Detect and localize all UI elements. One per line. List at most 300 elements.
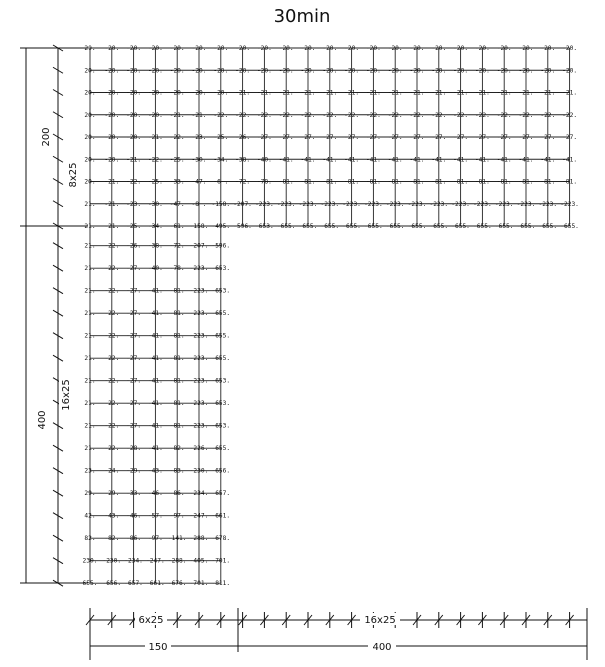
temperature-value: 20.: [84, 89, 96, 97]
temperature-value: -223.: [255, 200, 274, 208]
temperature-value: 21.: [84, 332, 96, 340]
temperature-value: -656.: [102, 580, 122, 588]
temperature-value: -20.: [322, 67, 338, 75]
temperature-value: -25.: [213, 134, 229, 141]
temperature-value: 21.: [84, 310, 96, 318]
temperature-value: -81.: [453, 178, 469, 186]
temperature-value: -247.: [189, 512, 209, 520]
temperature-value: 21.: [84, 287, 96, 295]
temperature-value: -655.: [407, 223, 427, 230]
temperature-value: -21.: [344, 89, 360, 97]
temperature-value: 21.: [84, 223, 96, 230]
temperature-value: 20.: [84, 156, 96, 164]
temperature-value: -27.: [474, 134, 490, 141]
temperature-value: -223.: [189, 265, 209, 273]
temperature-value: -158.: [189, 223, 209, 230]
temperature-value: -223.: [189, 332, 209, 340]
temperature-value: -33.: [126, 490, 142, 498]
temperature-value: -678.: [211, 535, 231, 543]
temperature-value: 20.: [84, 45, 96, 52]
temperature-value: -29.: [104, 490, 120, 498]
temperature-value: -27.: [431, 134, 447, 141]
temperature-value: -20.: [126, 111, 142, 119]
temperature-value: -20.: [126, 134, 142, 141]
temperature-value: -81.: [496, 178, 512, 186]
temperature-value: -27.: [126, 310, 142, 318]
temperature-value: -223.: [189, 377, 209, 385]
temperature-value: -223.: [320, 200, 340, 208]
temperature-value: -655.: [211, 310, 231, 318]
temperature-value: -288.: [167, 557, 187, 565]
temperature-value: 20.: [84, 178, 96, 186]
temperature-value: -653.: [211, 287, 231, 295]
temperature-value: -41.: [562, 156, 578, 164]
temperature-value: -21.: [126, 156, 142, 164]
temperature-value: -653.: [211, 265, 231, 273]
temperature-value: -701.: [211, 557, 231, 565]
temperature-value: -30.: [191, 156, 207, 164]
temperature-value: -20.: [540, 45, 556, 52]
temperature-value: -27.: [540, 134, 556, 141]
temperature-value: -41.: [147, 422, 163, 430]
bottom-right-division-label: 16x25: [364, 615, 396, 626]
temperature-value: -41.: [322, 156, 338, 164]
temperature-value: -22.: [104, 355, 120, 363]
temperature-value: -655.: [451, 223, 470, 230]
temperature-value: -41.: [147, 310, 163, 318]
temperature-value: -81.: [169, 422, 185, 430]
temperature-value: -27.: [126, 355, 142, 363]
temperature-value: -22.: [104, 287, 120, 295]
temperature-value: -81.: [409, 178, 425, 186]
temperature-value: -41.: [409, 156, 425, 164]
temperature-value: -20.: [278, 45, 294, 52]
temperature-value: -223.: [189, 400, 209, 408]
temperature-value: -20.: [562, 67, 578, 75]
temperature-value: -97.: [169, 512, 185, 520]
temperature-value: -20.: [431, 67, 447, 75]
temperature-value: -676.: [167, 580, 187, 588]
temperature-value: -61.: [169, 223, 185, 230]
temperature-value: -20.: [474, 45, 490, 52]
temperature-value: -20.: [104, 111, 120, 119]
temperature-value: -20.: [409, 67, 425, 75]
temperature-value: -21.: [300, 89, 316, 97]
temperature-value: -22.: [213, 111, 229, 119]
temperature-value: -47.: [191, 178, 207, 186]
temperature-value: -38.: [235, 156, 251, 164]
temperature-value: -78.: [256, 178, 272, 186]
temperature-value: -25.: [147, 178, 163, 186]
temperature-value: -41.: [540, 156, 556, 164]
temperature-value: -655.: [298, 223, 318, 230]
temperature-value: -21.: [104, 223, 120, 230]
temperature-value: -223.: [342, 200, 361, 208]
temperature-value: -81.: [300, 178, 316, 186]
temperature-value: -20.: [453, 45, 469, 52]
temperature-value: -22.: [235, 111, 251, 119]
temperature-value: -661.: [146, 580, 165, 588]
temperature-value: -86.: [169, 490, 185, 498]
temperature-value: -24.: [104, 467, 120, 475]
temperature-value: -653.: [211, 377, 231, 385]
temperature-value: -21.: [169, 111, 185, 119]
temperature-value: -81.: [387, 178, 403, 186]
temperature-value: -655.: [211, 355, 231, 363]
temperature-value: -34.: [147, 223, 163, 230]
temperature-value: -33.: [169, 178, 185, 186]
temperature-value: -223.: [407, 200, 427, 208]
temperature-value: -20.: [344, 45, 360, 52]
temperature-value: -405.: [189, 557, 209, 565]
temperature-value: -22.: [104, 332, 120, 340]
temperature-value: -72.: [169, 242, 185, 250]
temperature-value: 20.: [84, 111, 96, 119]
temperature-value: -41.: [496, 156, 512, 164]
temperature-value: -661.: [211, 512, 231, 520]
temperature-value: -25.: [169, 156, 185, 164]
temperature-value: -223.: [298, 200, 318, 208]
temperature-value: -81.: [169, 355, 185, 363]
temperature-value: -72.: [235, 178, 251, 186]
temperature-value: -223.: [189, 287, 209, 295]
temperature-value: -21.: [235, 89, 251, 97]
temperature-value: -20.: [365, 67, 381, 75]
temperature-value: 20.: [84, 67, 96, 75]
temperature-value: -22.: [518, 111, 534, 119]
temperature-value: -20.: [235, 67, 251, 75]
temperature-value: -23.: [126, 200, 142, 208]
temperature-value: -656.: [211, 467, 231, 475]
temperature-value: -655.: [560, 223, 579, 230]
temperature-value: -20.: [169, 89, 185, 97]
temperature-value: 21.: [84, 422, 96, 430]
temperature-value: -20.: [365, 45, 381, 52]
temperature-value: -41.: [387, 156, 403, 164]
temperature-value: -20.: [104, 134, 120, 141]
temperature-value: -81.: [344, 178, 360, 186]
temperature-value: -811.: [211, 580, 231, 588]
temperature-value: -27.: [126, 287, 142, 295]
temperature-value: -20.: [169, 67, 185, 75]
temperature-value: -41.: [147, 445, 163, 453]
temperature-value: -81.: [169, 377, 185, 385]
temperature-value: -20.: [104, 67, 120, 75]
temperature-value: -223.: [429, 200, 449, 208]
temperature-value: -27.: [453, 134, 469, 141]
temperature-value: -22.: [322, 111, 338, 119]
temperature-value: -26.: [126, 242, 142, 250]
temperature-value: -655.: [385, 223, 405, 230]
temperature-value: -43.: [147, 467, 163, 475]
temperature-value: -20.: [518, 67, 534, 75]
temperature-value: -223.: [451, 200, 470, 208]
temperature-value: -21.: [365, 89, 381, 97]
temperature-value: -27.: [126, 332, 142, 340]
temperature-value: -20.: [562, 45, 578, 52]
temperature-value: -81.: [431, 178, 447, 186]
temperature-value: -20.: [256, 45, 272, 52]
temperature-value: -20.: [235, 45, 251, 52]
temperature-value: -21.: [147, 134, 163, 141]
temperature-value: -223.: [385, 200, 405, 208]
temperature-value: -20.: [213, 45, 229, 52]
temperature-value: -81.: [365, 178, 381, 186]
temperature-value: 82.: [84, 535, 96, 543]
temperature-value: -234.: [189, 490, 209, 498]
temperature-value: -78.: [169, 265, 185, 273]
temperature-value: -41.: [474, 156, 490, 164]
temperature-value: -22.: [104, 422, 120, 430]
temperature-value: -655.: [320, 223, 340, 230]
temperature-value: -20.: [300, 45, 316, 52]
temperature-value: -230.: [189, 467, 209, 475]
temperature-value: -41.: [278, 156, 294, 164]
temperature-value: -223.: [364, 200, 383, 208]
temperature-value: -21.: [322, 89, 338, 97]
temperature-value: -27.: [256, 134, 272, 141]
temperature-value: -21.: [474, 89, 490, 97]
temperature-value: -22.: [104, 242, 120, 250]
temperature-value: -20.: [300, 67, 316, 75]
temperature-value: -81.: [169, 287, 185, 295]
temperature-value: -655.: [276, 223, 296, 230]
temperature-value: -20.: [126, 89, 142, 97]
temperature-value: -6 .: [213, 178, 229, 186]
temperature-value: -43.: [104, 512, 120, 520]
temperature-value: -207.: [189, 242, 209, 250]
temperature-value: -82.: [104, 535, 120, 543]
temperature-value: -22.: [256, 111, 272, 119]
temperature-value: -655.: [429, 223, 449, 230]
temperature-value: -82.: [169, 445, 185, 453]
temperature-value: -657.: [124, 580, 143, 588]
temperature-value: -20.: [191, 45, 207, 52]
bottom-left-division-label: 6x25: [138, 615, 164, 626]
temperature-value: -81.: [169, 332, 185, 340]
temperature-value: -29.: [126, 467, 142, 475]
bottom-dimension: [90, 608, 587, 660]
temperature-value: -22.: [474, 111, 490, 119]
temperature-value: -223.: [494, 200, 514, 208]
temperature-value: -20.: [256, 67, 272, 75]
temperature-value: -21.: [104, 200, 120, 208]
temperature-value: -20.: [496, 45, 512, 52]
temperature-value: -81.: [322, 178, 338, 186]
temperature-value: -20.: [540, 67, 556, 75]
temperature-value: -20.: [104, 89, 120, 97]
temperature-value: 21.: [84, 400, 96, 408]
temperature-value: -27.: [409, 134, 425, 141]
temperature-value: -28.: [126, 445, 142, 453]
temperature-value: -20.: [126, 67, 142, 75]
temperature-value: -46.: [126, 512, 142, 520]
temperature-value: -81.: [278, 178, 294, 186]
left-bottom-division-label: 16x25: [61, 379, 72, 411]
temperature-value: -27.: [126, 265, 142, 273]
temperature-value: -653.: [211, 422, 231, 430]
temperature-value: -41.: [365, 156, 381, 164]
temperature-value: -22.: [431, 111, 447, 119]
temperature-value: -97.: [147, 535, 163, 543]
temperature-value: -596.: [233, 223, 252, 230]
temperature-value: -27.: [126, 377, 142, 385]
temperature-value: -27.: [278, 134, 294, 141]
temperature-value: -27.: [126, 400, 142, 408]
temperature-value: -22.: [365, 111, 381, 119]
temperature-value: -226.: [189, 445, 209, 453]
left-bottom-total-label: 400: [37, 410, 48, 430]
temperature-value: -21.: [562, 89, 578, 97]
temperature-value: -655.: [211, 332, 231, 340]
temperature-value: -27.: [300, 134, 316, 141]
temperature-value: -223.: [516, 200, 536, 208]
temperature-value: -657.: [211, 490, 231, 498]
temperature-value: -38.: [147, 242, 163, 250]
temperature-value: -234.: [124, 557, 143, 565]
temperature-value: -22.: [344, 111, 360, 119]
temperature-value: -207.: [233, 200, 252, 208]
temperature-value: -81.: [518, 178, 534, 186]
temperature-value: 20.: [84, 134, 96, 141]
temperature-value: -20.: [213, 89, 229, 97]
temperature-value: -34.: [213, 156, 229, 164]
temperature-value: -247.: [146, 557, 165, 565]
temperature-value: 29.: [84, 490, 96, 498]
temperature-value: -41.: [300, 156, 316, 164]
temperature-value: -20.: [147, 67, 163, 75]
temperature-value: -655.: [494, 223, 514, 230]
temperature-value: -47.: [169, 200, 185, 208]
temperature-value: -21.: [496, 89, 512, 97]
temperature-value: -20.: [344, 67, 360, 75]
temperature-value: -41.: [147, 377, 163, 385]
temperature-value: -288.: [189, 535, 209, 543]
temperature-value: -27.: [126, 422, 142, 430]
temperature-value: -22.: [104, 445, 120, 453]
temperature-value: 21.: [84, 242, 96, 250]
temperature-value: -223.: [560, 200, 579, 208]
temperature-value: 655.: [82, 580, 98, 588]
temperature-value: -21.: [453, 89, 469, 97]
temperature-value: -20.: [213, 67, 229, 75]
temperature-value: -22.: [540, 111, 556, 119]
temperature-value: 230.: [82, 557, 98, 565]
temperature-value: -21.: [278, 89, 294, 97]
temperature-value: -27.: [344, 134, 360, 141]
bottom-right-total-label: 400: [372, 642, 392, 653]
temperature-value: -22.: [147, 156, 163, 164]
temperature-value: -27.: [562, 134, 578, 141]
temperature-value: -20.: [518, 45, 534, 52]
temperature-value: -22.: [278, 111, 294, 119]
temperature-value: -41.: [453, 156, 469, 164]
temperature-value: -23.: [191, 134, 207, 141]
left-top-division-label: 8x25: [68, 162, 79, 188]
temperature-value: -141.: [167, 535, 187, 543]
temperature-value: 21.: [84, 355, 96, 363]
temperature-value: 21.: [84, 200, 96, 208]
temperature-value: -22.: [453, 111, 469, 119]
temperature-value: -655.: [538, 223, 558, 230]
temperature-value: 21.: [84, 265, 96, 273]
temperature-value: -653.: [255, 223, 274, 230]
temperature-value: -223.: [473, 200, 492, 208]
temperature-value: -8 .: [191, 200, 207, 208]
temperature-value: -596.: [211, 242, 231, 250]
temperature-value: -20.: [278, 67, 294, 75]
temperature-value: -41.: [344, 156, 360, 164]
temperature-value: -22.: [562, 111, 578, 119]
temperature-value: -655.: [342, 223, 361, 230]
temperature-value: -655.: [516, 223, 536, 230]
temperature-value: -20.: [191, 89, 207, 97]
temperature-value: -81.: [540, 178, 556, 186]
temperature-value: -20.: [496, 67, 512, 75]
temperature-value: -20.: [147, 89, 163, 97]
temperature-value: -22.: [387, 111, 403, 119]
temperature-value: -20.: [104, 45, 120, 52]
temperature-value: -20.: [147, 45, 163, 52]
temperature-value: -41.: [147, 355, 163, 363]
temperature-value: -20.: [322, 45, 338, 52]
temperature-value: -22.: [104, 377, 120, 385]
temperature-value: -21.: [431, 89, 447, 97]
temperature-value: -22.: [104, 265, 120, 273]
temperature-value: -655.: [211, 445, 231, 453]
temperature-value: -158.: [211, 200, 231, 208]
temperature-value: -27.: [518, 134, 534, 141]
temperature-value: -655.: [364, 223, 383, 230]
temperature-value: 21.: [84, 445, 96, 453]
temperature-value: -81.: [169, 400, 185, 408]
temperature-value: -223.: [276, 200, 296, 208]
temperature-value: -81.: [562, 178, 578, 186]
temperature-value: -20.: [409, 45, 425, 52]
temperature-value: -26.: [235, 134, 251, 141]
temperature-value: -41.: [147, 287, 163, 295]
temperature-value: -83.: [169, 467, 185, 475]
temperature-value: -20.: [169, 45, 185, 52]
temperature-value: -701.: [189, 580, 209, 588]
temperature-value: -41.: [147, 332, 163, 340]
temperature-value: -223.: [538, 200, 558, 208]
temperature-value: -22.: [104, 400, 120, 408]
temperature-value: -223.: [189, 355, 209, 363]
temperature-value: 23.: [84, 467, 96, 475]
temperature-value: -22.: [104, 310, 120, 318]
temperature-value: -20.: [147, 111, 163, 119]
temperature-value: -27.: [496, 134, 512, 141]
temperature-value: -21.: [104, 178, 120, 186]
temperature-value: -40.: [256, 156, 272, 164]
temperature-value: -81.: [474, 178, 490, 186]
left-top-total-label: 200: [41, 127, 52, 147]
temperature-value: -21.: [409, 89, 425, 97]
bottom-left-total-label: 150: [148, 642, 168, 653]
temperature-value: -22.: [409, 111, 425, 119]
temperature-value: 42.: [84, 512, 96, 520]
temperature-value: -27.: [365, 134, 381, 141]
temperature-value: -20.: [104, 156, 120, 164]
temperature-value: -20.: [431, 45, 447, 52]
figure-title: 30min: [273, 6, 331, 27]
temperature-value: -46.: [147, 490, 163, 498]
temperature-value: -25.: [126, 223, 142, 230]
temperature-value: -655.: [473, 223, 492, 230]
temperature-value: -21.: [518, 89, 534, 97]
temperature-value: -21.: [540, 89, 556, 97]
